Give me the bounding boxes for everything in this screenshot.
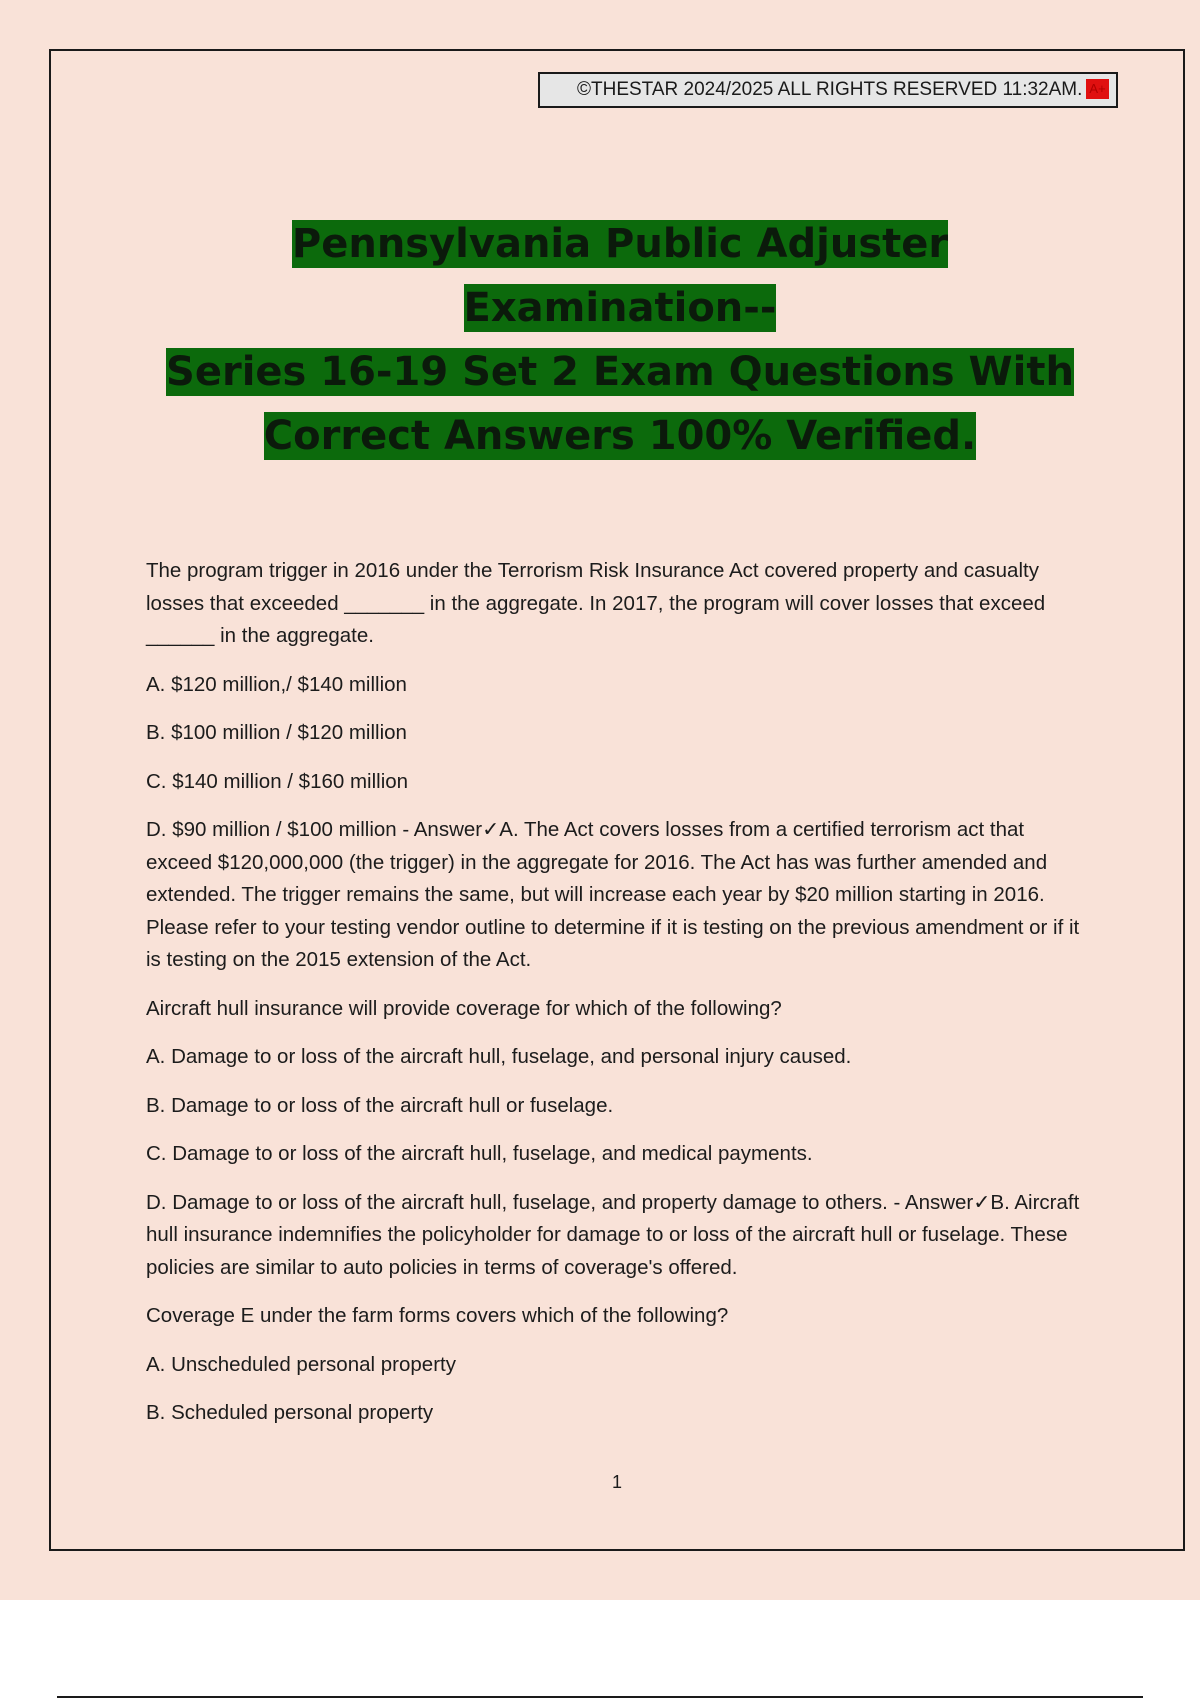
question-2-option-d-answer: D. Damage to or loss of the aircraft hull, fuselage, and property damage to others. - Answer✓B. Aircraft hull insurance indemnifies the policyholder for damage to or loss of the aircraft hull or fuselage. These policies are similar to auto policies in terms of coverage's offered.	[146, 1190, 1080, 1279]
question-2-option-a: A. Damage to or loss of the aircraft hull, fuselage, and personal injury caused.	[146, 1045, 852, 1068]
title-line-2: Series 16-19 Set 2 Exam Questions With	[166, 349, 1074, 395]
next-page-top-border	[57, 1696, 1143, 1698]
question-2-option-b: B. Damage to or loss of the aircraft hull or fuselage.	[146, 1093, 614, 1117]
question-2-text: Aircraft hull insurance will provide coverage for which of the following?	[146, 996, 782, 1020]
document-title	[140, 212, 1100, 468]
copyright-notice	[538, 72, 1118, 108]
question-1-option-c: C. $140 million / $160 million	[146, 769, 409, 793]
question-1-text: The program trigger in 2016 under the Terrorism Risk Insurance Act covered property and casualty losses that exceeded _______ in the aggregate. In 2017, the program will cover losses that exceed ______ in the aggregate.	[146, 559, 1046, 647]
page-number: 1	[611, 1472, 622, 1492]
question-2-option-c: C. Damage to or loss of the aircraft hull, fuselage, and medical payments.	[146, 1142, 813, 1165]
question-3-text: Coverage E under the farm forms covers which of the following?	[146, 1304, 729, 1327]
copyright-text: ©THESTAR 2024/2025 ALL RIGHTS RESERVED 11:32AM.	[577, 79, 1083, 100]
question-1-option-d-answer: D. $90 million / $100 million - Answer✓A. The Act covers losses from a certified terrorism act that exceed $120,000,000 (the trigger) in the aggregate for 2016. The Act has was further amended and extended. The trigger remains the same, but will increase each year by $20 million starting in 2016. Please refer to your testing vendor outline to determine if it is testing on the previous amendment or if it is testing on the 2015 extension of the Act.	[146, 818, 1080, 971]
question-3-option-a: A. Unscheduled personal property	[146, 1352, 456, 1376]
title-line-1: Pennsylvania Public Adjuster Examination--	[291, 221, 949, 331]
question-3-option-b: B. Scheduled personal property	[146, 1401, 434, 1424]
document-body	[146, 555, 1086, 1446]
title-line-3: Correct Answers 100% Verified.	[263, 413, 977, 459]
question-1-option-b: B. $100 million / $120 million	[146, 721, 407, 744]
grade-badge: A+	[1086, 79, 1108, 99]
question-1-option-a: A. $120 million,/ $140 million	[146, 672, 407, 696]
